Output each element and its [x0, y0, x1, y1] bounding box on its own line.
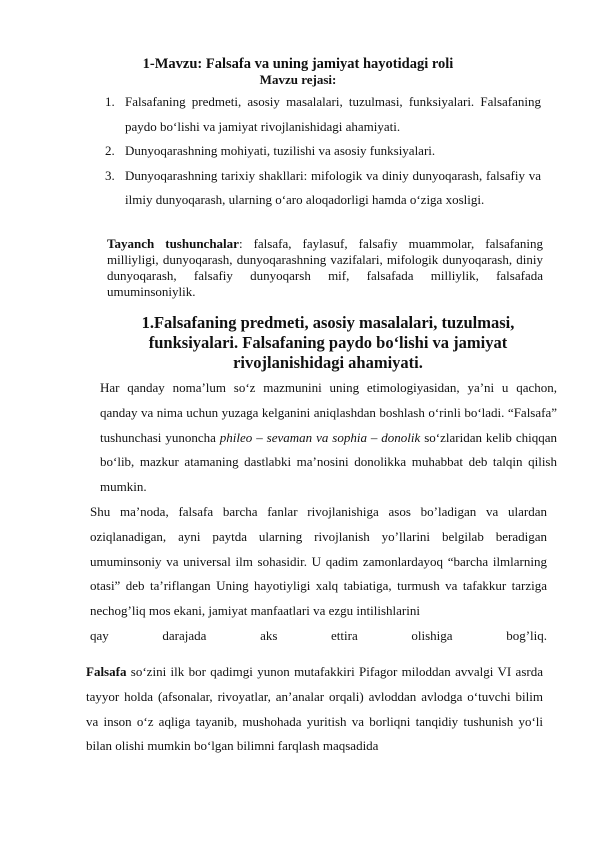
key-concepts-label: Tayanch tushunchalar: [107, 236, 239, 251]
plan-item-text: Dunyoqarashning mohiyati, tuzilishi va asosiy funksiyalari.: [125, 143, 436, 158]
plan-item-number: 2.: [105, 143, 115, 158]
paragraph-text: so‘zini ilk bor qadimgi yunon mutafakkiri Pifagor miloddan avvalgi VI asrda tayyor holda (afsonalar, rivoyatlar, an’analar orqali) avloddan avlodga o‘tuvchi bilim va inson o‘z aqliga tayanib, mushohada yuritish va borliqni tanqidiy tushunish yo‘li bilan olishi mumkin bo‘lgan bilimni farqlash maqsadida: [86, 664, 543, 754]
plan-item-text: Falsafaning predmeti, asosiy masalalari, tuzulmasi, funksiyalari. Falsafaning paydo bo‘lishi va jamiyat rivojlanishidagi ahamiyati.: [125, 94, 541, 134]
plan-item-number: 1.: [105, 94, 115, 109]
paragraph-bold-term: Falsafa: [86, 664, 127, 679]
plan-item: [105, 139, 541, 164]
document-title: 1-Mavzu: Falsafa va uning jamiyat hayotidagi roli: [142, 56, 454, 72]
paragraph-text: so‘zlaridan kelib chiqqan bo‘lib, mazkur atamaning dastlabki ma’nosini donolikka muhabbat deb talqin qilish mumkin.: [100, 429, 558, 495]
plan-item-text: Dunyoqarashning tarixiy shakllari: mifologik va diniy dunyoqarash, falsafiy va ilmiy dunyoqarash, ularning o‘aro aloqadorligi hamda o‘ziga xosligi.: [125, 167, 541, 207]
key-concepts: [107, 236, 543, 300]
plan-list: [105, 90, 541, 213]
paragraph-etymology: [86, 376, 557, 500]
paragraph-text: Har qanday noma’lum so‘z mazmunini uning etimologiyasidan, ya’ni u qachon, qanday va nima uchun yuzaga kelganini aniqlashdan boshlash o‘rinli bo‘ladi. “Falsafa” tushunchasi yunoncha: [100, 380, 557, 445]
key-concepts-text: : falsafa, faylasuf, falsafiy muammolar, falsafaning milliyligi, dunyoqarash, dunyoqarashning vazifalari, mifologik dunyoqarash, diniy dunyoqarash, falsafiy dunyoqarsh mif, falsafada milliylik, falsafada umuminsoniylik.: [107, 236, 543, 299]
paragraph-text: Shu ma’noda, falsafa barcha fanlar rivojlanishiga asos bo’ladigan va ulardan oziqlanadigan, ayni paytda ularning rivojlanish yo’llarini belgilab beradigan umuminsoniy va universal ilm sohasidir. U qadim zamonlardayoq “barcha ilmlarning otasi” deb ta’riflangan Uning hayotiyligi xalq tabiatiga, turmush va tafakkur tarziga nechog’liq mos ekani, jamiyat manfaatlari va ezgu intilishlarini: [90, 504, 547, 619]
plan-item: [105, 164, 541, 213]
paragraph-last-line: qay darajada aks ettira olishiga bog’liq.: [90, 627, 547, 643]
plan-item: [105, 90, 541, 139]
plan-heading: Mavzu rejasi:: [259, 72, 337, 87]
paragraph-pythagoras: [86, 660, 543, 759]
plan-item-number: 3.: [105, 167, 115, 183]
section-heading: 1.Falsafaning predmeti, asosiy masalalari, tuzulmasi, funksiyalari. Falsafaning paydo bo‘lishi va jamiyat rivojlanishidagi ahamiyati.: [141, 313, 515, 372]
paragraph-italic-text: phileo – sevaman va sophia – donolik: [219, 429, 421, 445]
paragraph-philosophy-role: [86, 500, 547, 649]
